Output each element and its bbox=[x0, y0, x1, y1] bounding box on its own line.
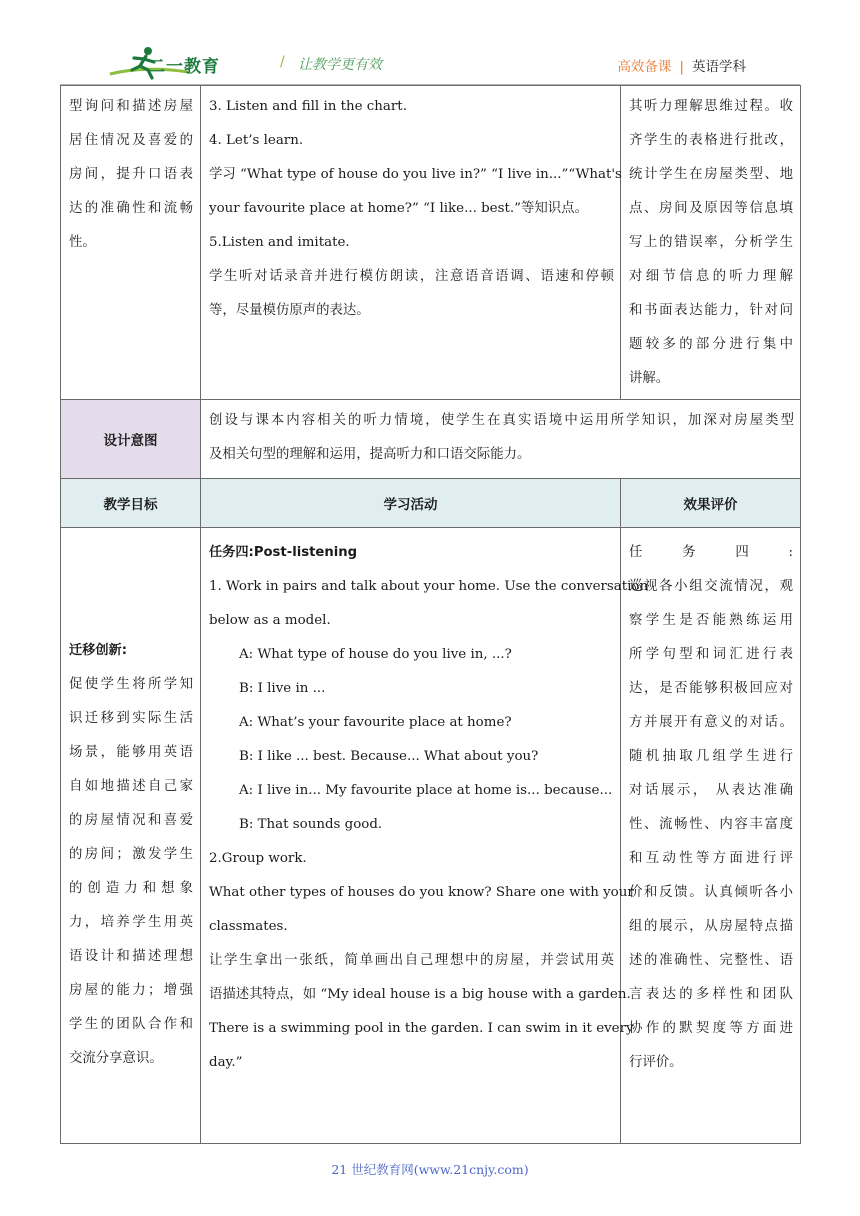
evaluation-cell bbox=[621, 528, 801, 1144]
table-row-design bbox=[61, 400, 801, 479]
text-line: B: That sounds good. bbox=[239, 817, 383, 832]
page-header bbox=[60, 42, 800, 84]
table-row-post-listening bbox=[61, 528, 801, 1144]
text-line: 性、流畅性、内容丰富度 bbox=[629, 817, 793, 832]
header-subject-label: 英语学科 bbox=[692, 59, 746, 75]
text-line: B: I like ... best. Because... What about you? bbox=[239, 749, 539, 764]
text-line: 房间，提升口语表 bbox=[69, 167, 193, 182]
text-line: 统计学生在房屋类型、地 bbox=[629, 167, 793, 182]
text-line: 巡视各小组交流情况，观 bbox=[629, 579, 793, 594]
header-separator: | bbox=[679, 59, 684, 75]
task-title: 任务四:Post-listening bbox=[209, 545, 358, 560]
objective-title: 迁移创新: bbox=[69, 643, 128, 658]
text-line: 识迁移到实际生活 bbox=[69, 711, 193, 726]
text-line: 任务四: bbox=[629, 545, 793, 560]
text-line: There is a swimming pool in the garden. I can swim in it every bbox=[209, 1021, 634, 1036]
table-header-row bbox=[61, 479, 801, 528]
text-line: 4. Let’s learn. bbox=[209, 133, 304, 148]
text-line: 语设计和描述理想 bbox=[69, 949, 193, 964]
text-line: 题较多的部分进行集中 bbox=[629, 337, 793, 352]
slogan: 让教学更有效 bbox=[298, 57, 382, 73]
text-line: 对话展示， 从表达准确 bbox=[629, 783, 793, 798]
text-line: 促使学生将所学知 bbox=[69, 677, 193, 692]
text-line: 场景，能够用英语 bbox=[69, 745, 193, 760]
text-line: 等，尽量模仿原声的表达。 bbox=[209, 303, 370, 318]
evaluation-cell bbox=[621, 86, 801, 400]
text-line: 力，培养学生用英 bbox=[69, 915, 193, 930]
header-subject bbox=[617, 55, 746, 75]
text-line: day.” bbox=[209, 1055, 243, 1070]
text-line: 的房屋情况和喜爱 bbox=[69, 813, 193, 828]
text-line: 组的展示，从房屋特点描 bbox=[629, 919, 793, 934]
text-line: below as a model. bbox=[209, 613, 331, 628]
text-line: 学生听对话录音并进行模仿朗读，注意语音语调、语速和停顿 bbox=[209, 269, 614, 284]
activity-cell bbox=[201, 528, 649, 1144]
text-line: 1. Work in pairs and talk about your home. Use the conversation bbox=[209, 579, 649, 594]
text-line: A: What’s your favourite place at home? bbox=[239, 715, 512, 730]
text-line: 和互动性等方面进行评 bbox=[629, 851, 793, 866]
text-line: What other types of houses do you know? Share one with your bbox=[209, 885, 634, 900]
activity-cell bbox=[201, 86, 621, 400]
text-line: 言表达的多样性和团队 bbox=[629, 987, 793, 1002]
objective-cell bbox=[61, 86, 201, 400]
text-line: 达的准确性和流畅 bbox=[69, 201, 193, 216]
header-activity: 学习活动 bbox=[201, 479, 621, 528]
text-line: 讲解。 bbox=[629, 371, 670, 386]
text-line: 述的准确性、完整性、语 bbox=[629, 953, 793, 968]
text-line: 齐学生的表格进行批改， bbox=[629, 133, 793, 148]
text-line: 价和反馈。认真倾听各小 bbox=[629, 885, 793, 900]
logo-text: 二一教育 bbox=[148, 57, 220, 77]
text-line: 语描述其特点，如 “My ideal house is a big house with a garden. bbox=[209, 987, 631, 1002]
text-line: 协作的默契度等方面进 bbox=[629, 1021, 793, 1036]
text-line: 让学生拿出一张纸，简单画出自己理想中的房屋，并尝试用英 bbox=[209, 953, 614, 968]
text-line: classmates. bbox=[209, 919, 288, 934]
text-line: A: I live in... My favourite place at home is... because... bbox=[239, 783, 613, 798]
text-line: 察学生是否能熟练运用 bbox=[629, 613, 793, 628]
text-line: 居住情况及喜爱的 bbox=[69, 133, 193, 148]
text-line: 5.Listen and imitate. bbox=[209, 235, 350, 250]
text-line: 2.Group work. bbox=[209, 851, 307, 866]
design-label: 设计意图 bbox=[61, 400, 201, 479]
text-line: 方并展开有意义的对话。 bbox=[629, 715, 793, 730]
header-objective: 教学目标 bbox=[61, 479, 201, 528]
objective-cell bbox=[61, 528, 201, 1144]
text-line: 所学句型和词汇进行表 bbox=[629, 647, 793, 662]
text-line: 对细节信息的听力理解 bbox=[629, 269, 793, 284]
text-line: 其听力理解思维过程。收 bbox=[629, 99, 793, 114]
lesson-plan-table bbox=[60, 85, 801, 1144]
text-line: 及相关句型的理解和运用，提高听力和口语交际能力。 bbox=[209, 447, 531, 462]
text-line: 创设与课本内容相关的听力情境，使学生在真实语境中运用所学知识，加深对房屋类型 bbox=[209, 413, 794, 428]
text-line: 房屋的能力；增强 bbox=[69, 983, 193, 998]
text-line: 性。 bbox=[69, 235, 96, 250]
text-line: 自如地描述自己家 bbox=[69, 779, 193, 794]
text-line: 学生的团队合作和 bbox=[69, 1017, 193, 1032]
text-line: 随机抽取几组学生进行 bbox=[629, 749, 793, 764]
text-line: 写上的错误率，分析学生 bbox=[629, 235, 793, 250]
text-line: 型询问和描述房屋 bbox=[69, 99, 193, 114]
text-line: 的创造力和想象 bbox=[69, 881, 193, 896]
text-line: 点、房间及原因等信息填 bbox=[629, 201, 793, 216]
text-line: 和书面表达能力，针对问 bbox=[629, 303, 793, 318]
text-line: 3. Listen and fill in the chart. bbox=[209, 99, 407, 114]
text-line: A: What type of house do you live in, ...? bbox=[239, 647, 512, 662]
text-line: 交流分享意识。 bbox=[69, 1051, 163, 1066]
text-line: 学习 “What type of house do you live in?” “I live in...”“What's bbox=[209, 167, 622, 182]
text-line: B: I live in ... bbox=[239, 681, 326, 696]
slogan-divider: / bbox=[280, 54, 285, 70]
text-line: 的房间；激发学生 bbox=[69, 847, 193, 862]
footer-source: 21 世纪教育网(www.21cnjy.com) bbox=[331, 1162, 529, 1177]
design-content bbox=[201, 400, 801, 479]
header-evaluation: 效果评价 bbox=[621, 479, 801, 528]
text-line: 行评价。 bbox=[629, 1055, 683, 1070]
header-course-label: 高效备课 bbox=[617, 59, 672, 75]
table-row-listening bbox=[61, 86, 801, 400]
text-line: your favourite place at home?” “I like... best.”等知识点。 bbox=[209, 201, 588, 216]
text-line: 达，是否能够积极回应对 bbox=[629, 681, 793, 696]
